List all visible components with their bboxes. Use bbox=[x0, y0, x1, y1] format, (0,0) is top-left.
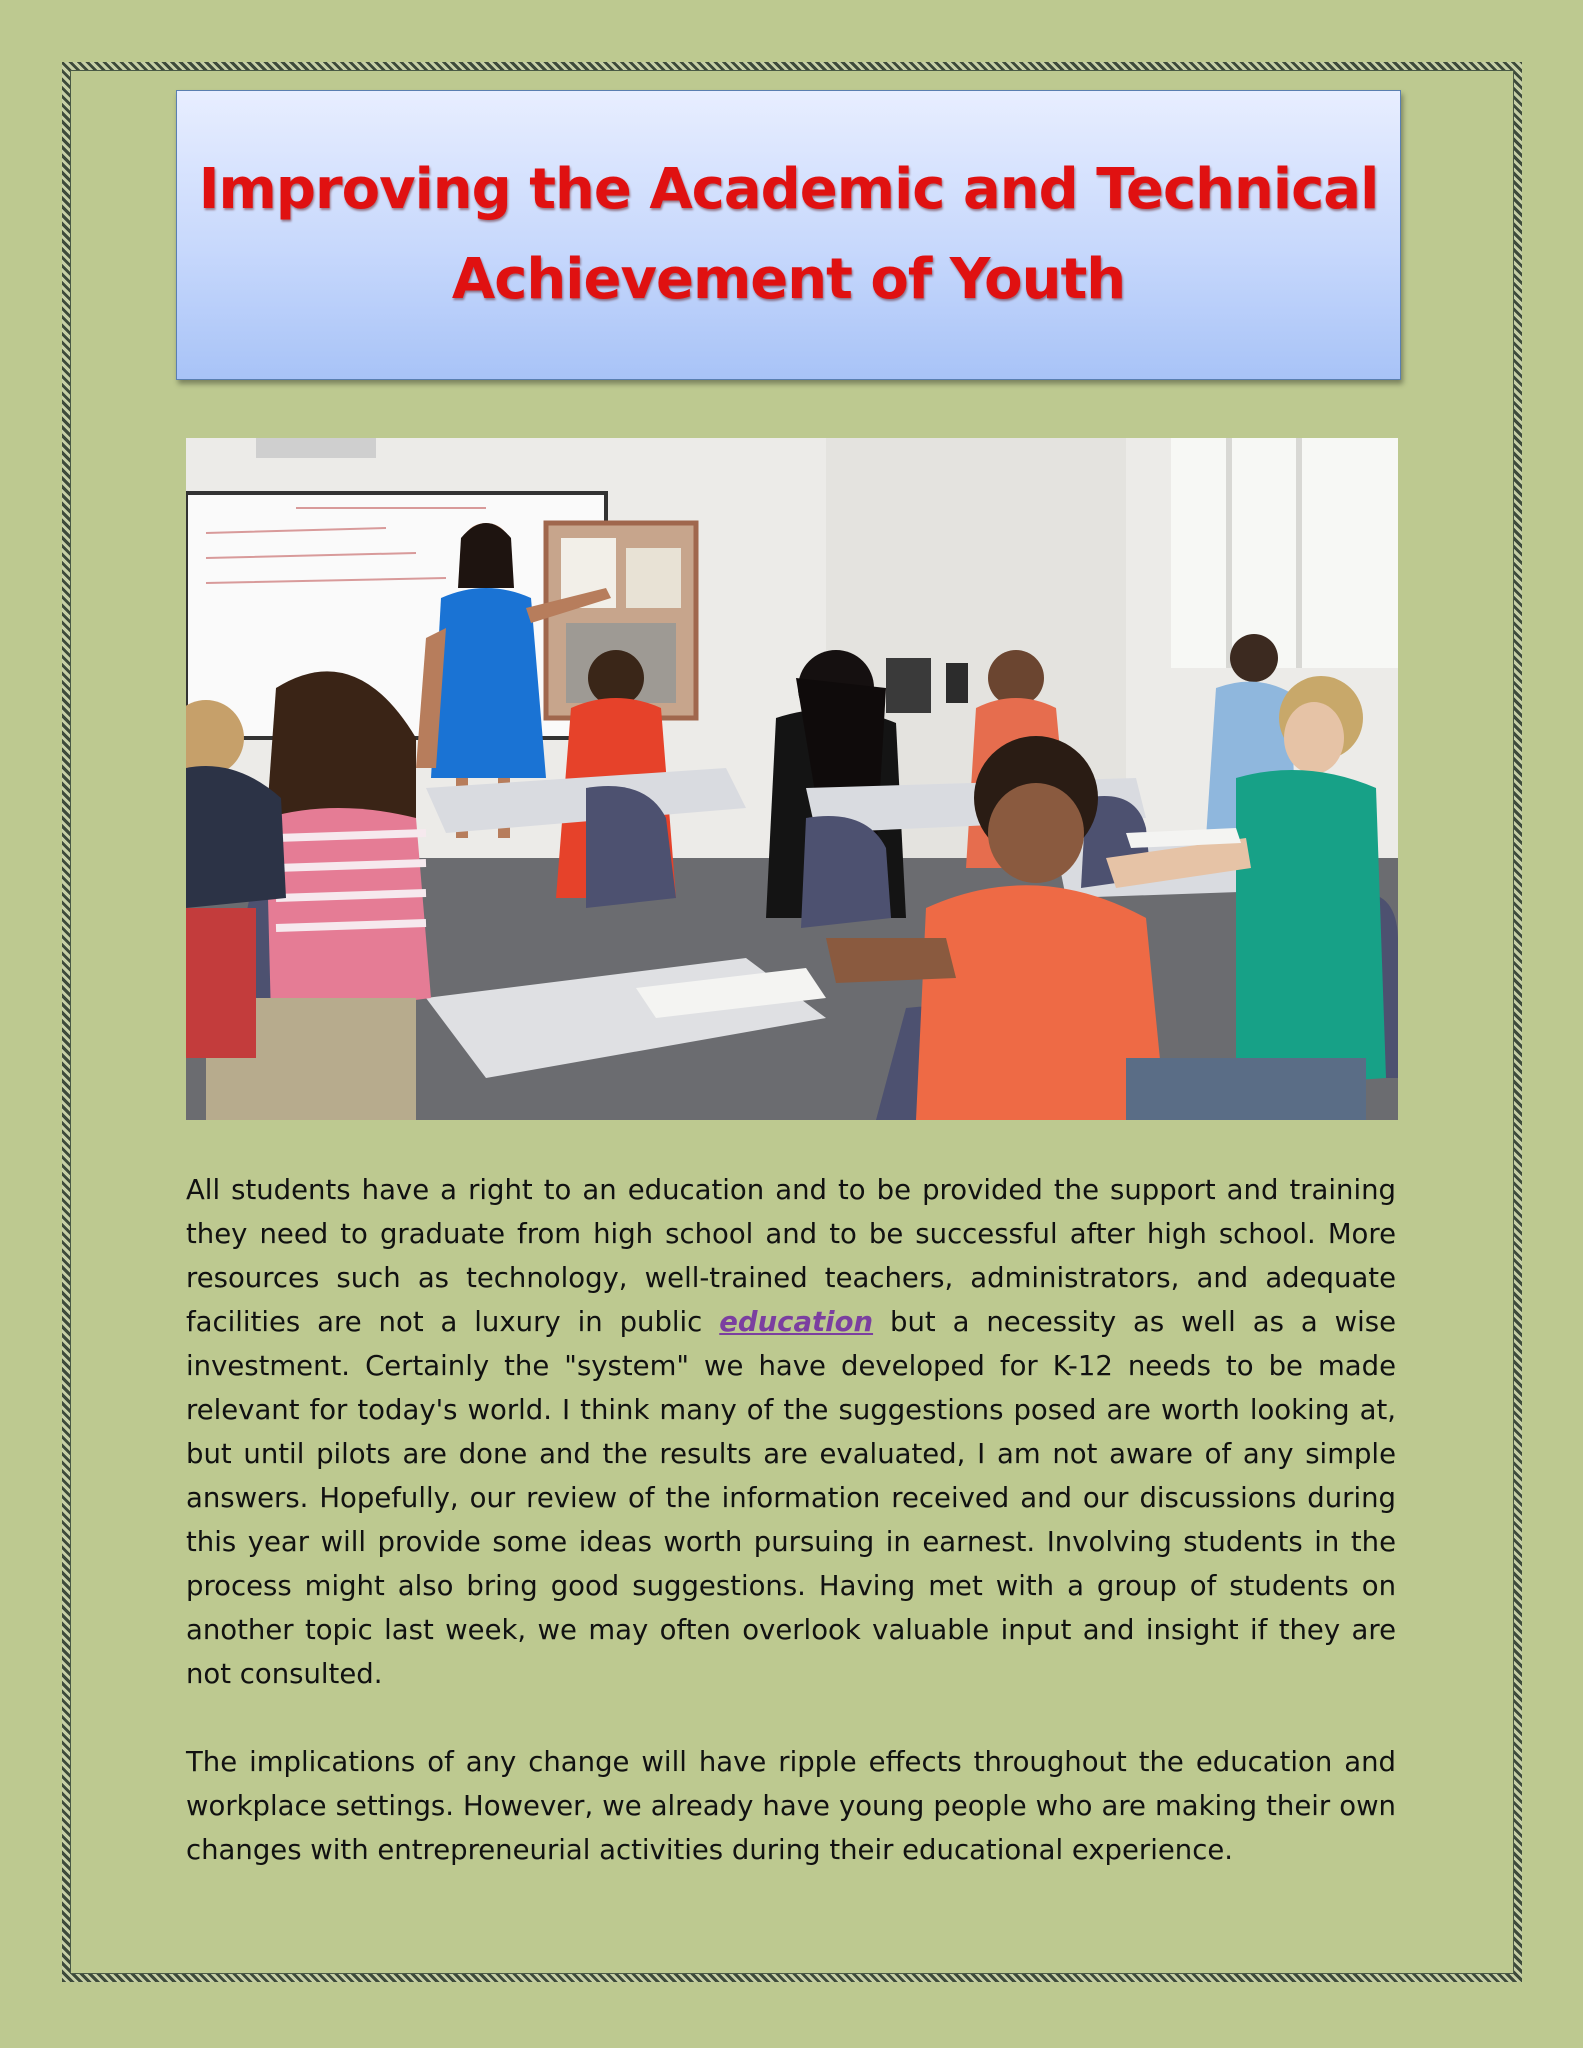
page-title: Improving the Academic and Technical Achievement of Youth bbox=[198, 157, 1379, 312]
paragraph-1-text-after-link: but a necessity as well as a wise investment. Certainly the "system" we have developed for K-12 needs to be made relevant for today's world. I think many of the suggestions posed are worth looking at, but until pilots are done and the results are evaluated, I am not aware of any simple answers. Hopefully, our review of the information received and our discussions during this year will provide some ideas worth pursuing in earnest. Involving students in the process might also bring good suggestions. Having met with a group of students on another topic last week, we may often overlook valuable input and insight if they are not consulted. bbox=[186, 1306, 1396, 1690]
paragraph-2: The implications of any change will have ripple effects throughout the education and workplace settings. However, we already have young people who are making their own changes with entrepreneurial activities during their educational experience. bbox=[186, 1746, 1396, 1866]
paragraph-1 bbox=[186, 1168, 1396, 1696]
paragraph-1-text-before-link: All students have a right to an education and to be provided the support and training they need to graduate from high school and to be successful after high school. More resources such as technology, well-trained teachers, administrators, and adequate facilities are not a luxury in public bbox=[186, 1174, 1396, 1338]
classroom-illustration bbox=[186, 438, 1398, 1120]
education-link[interactable]: education bbox=[719, 1306, 874, 1338]
article-body bbox=[186, 1168, 1396, 1916]
title-banner bbox=[176, 90, 1401, 380]
classroom-photo bbox=[186, 438, 1398, 1120]
